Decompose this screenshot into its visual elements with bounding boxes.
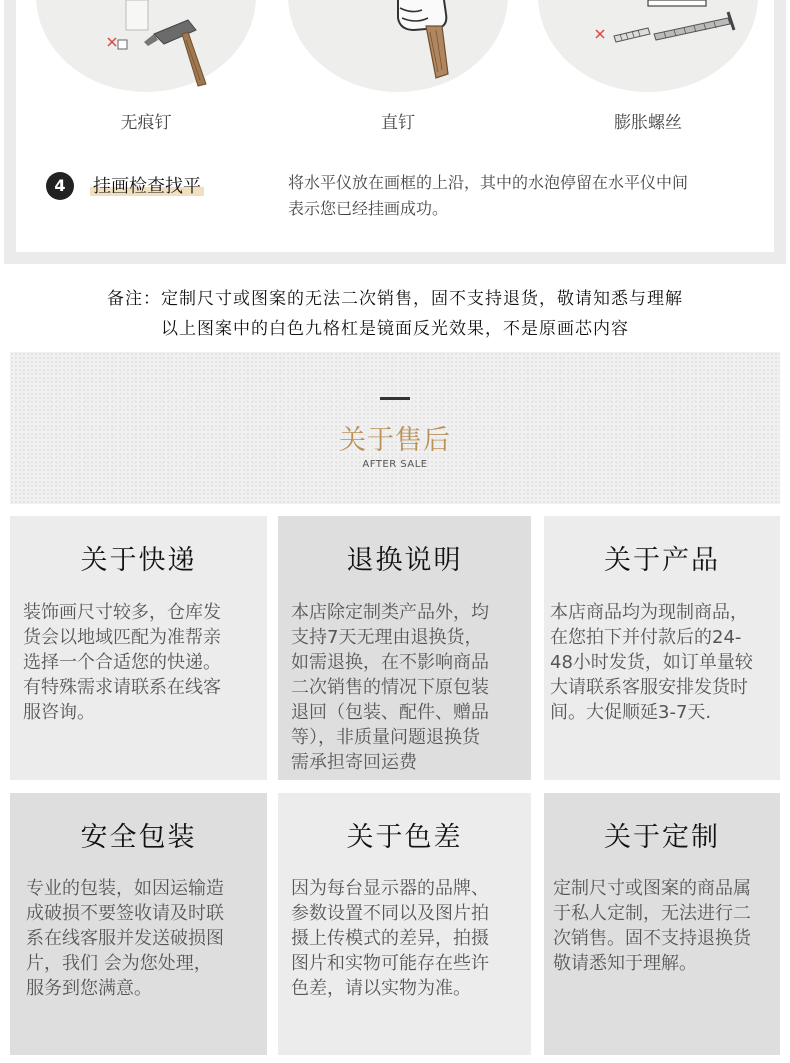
tool-label-2: 直钉 [381, 113, 415, 133]
card-title: 退换说明 [346, 545, 463, 576]
install-inner [16, 0, 774, 252]
tool-label-1: 无痕钉 [120, 113, 172, 133]
hand-grip-icon [288, 0, 508, 92]
tool-circle-2 [288, 0, 508, 92]
tool-label-3: 膨胀螺丝 [614, 113, 682, 133]
expansion-screw-icon [538, 0, 758, 92]
after-sale-header [10, 352, 780, 504]
step-desc-line1: 将水平仪放在画框的上沿，其中的水泡停留在水平仪中间 [288, 173, 689, 192]
card-title: 关于定制 [604, 822, 720, 853]
card-title: 安全包装 [80, 822, 197, 853]
card-body: 本店商品均为现制商品， 在您拍下并付款后的24- 48小时发货，如订单量较 大请联系客服安排发货时 间。大促顺延3-7天. [550, 602, 753, 723]
card-product [544, 516, 780, 780]
remark-line1: 备注：定制尺寸或图案的无法二次销售，固不支持退货，敬请知悉与理解 [107, 289, 683, 309]
step-desc-line2: 表示您已经挂画成功。 [288, 199, 449, 218]
card-title: 关于色差 [346, 822, 463, 853]
card-body: 装饰画尺寸较多，仓库发 货会以地域匹配为准帮亲 选择一个合适您的快递。 有特殊需求请联系在线客 服咨询。 [23, 602, 221, 723]
card-express [10, 516, 267, 780]
header-divider [380, 397, 410, 400]
card-custom [544, 793, 780, 1055]
card-body: 本店除定制类产品外，均 支持7天无理由退换货， 如需退换，在不影响商品 二次销售的情况下原包装 退回（包装、配件、赠品 等），非质量问题退换货 需承担寄回运费 [291, 602, 489, 773]
card-packaging [10, 793, 267, 1055]
card-color-difference [278, 793, 531, 1055]
card-title: 关于快递 [80, 545, 197, 576]
hammer-nail-icon [36, 0, 256, 92]
after-sale-title: 关于售后 [339, 425, 451, 456]
after-sale-subtitle: AFTER SALE [362, 459, 428, 470]
remark-line2: 以上图案中的白色九格杠是镜面反光效果，不是原画芯内容 [161, 319, 629, 339]
card-return [278, 516, 531, 780]
step-description [288, 170, 758, 222]
card-body: 因为每台显示器的品牌、 参数设置不同以及图片拍 摄上传模式的差异，拍摄 图片和实物可能存在些许 色差，请以实物为准。 [291, 878, 489, 999]
card-body: 定制尺寸或图案的商品属 于私人定制，无法进行二 次销售。固不支持退换货 敬请悉知于理解。 [553, 878, 751, 974]
step-number-badge: 4 [46, 172, 74, 200]
remark-note [0, 284, 790, 344]
tool-circle-3 [538, 0, 758, 92]
tool-circle-1 [36, 0, 256, 92]
step-title: 挂画检查找平 [90, 172, 204, 198]
card-title: 关于产品 [604, 545, 720, 576]
install-panel [4, 0, 786, 264]
card-body: 专业的包装，如因运输造 成破损不要签收请及时联 系在线客服并发送破损图 片，我们 会为您处理， 服务到您满意。 [26, 878, 224, 999]
